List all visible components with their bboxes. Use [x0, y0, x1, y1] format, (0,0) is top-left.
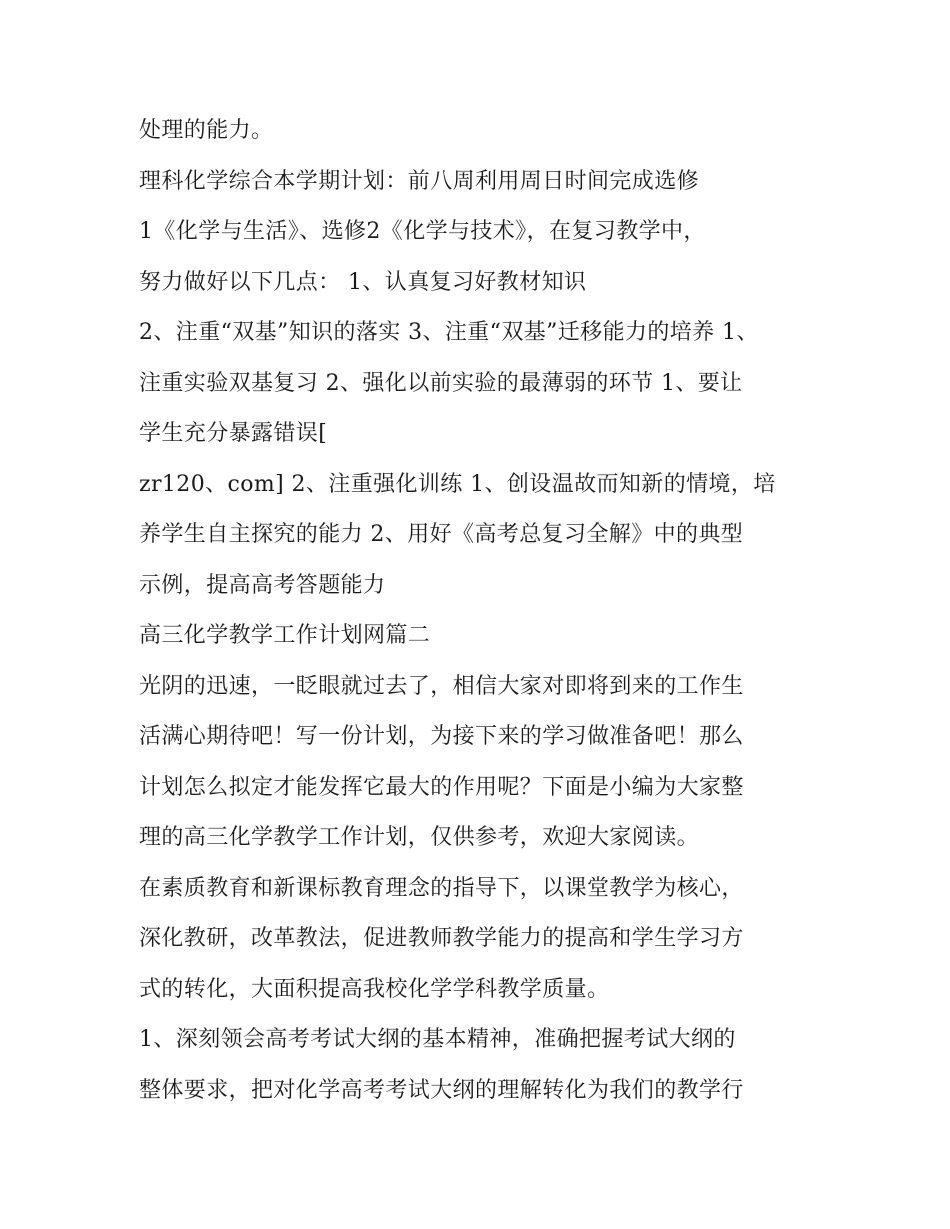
text-line: 整体要求，把对化学高考考试大纲的理解转化为我们的教学行: [139, 1077, 744, 1103]
text-line: 计划怎么拟定才能发挥它最大的作用呢？下面是小编为大家整: [139, 774, 744, 800]
text-line: 理的高三化学教学工作计划，仅供参考，欢迎大家阅读。: [139, 825, 700, 850]
document-body: [139, 106, 829, 1116]
section-heading: 高三化学教学工作计划网篇二: [139, 623, 431, 648]
text-line: 努力做好以下几点： 1、认真复习好教材知识: [139, 269, 587, 295]
text-line: 学生充分暴露错误[: [139, 421, 328, 446]
text-line: 理科化学综合本学期计划：前八周利用周日时间完成选修: [139, 168, 700, 194]
text-line: 注重实验双基复习 2、强化以前实验的最薄弱的环节 1、要让: [139, 370, 743, 396]
text-line: 处理的能力。: [139, 118, 274, 143]
text-line: 1《化学与生活》、选修2《化学与技术》，在复习教学中，: [139, 219, 706, 244]
text-line: 式的转化，大面积提高我校化学学科教学质量。: [139, 976, 610, 1002]
text-line: 1、深刻领会高考考试大纲的基本精神，准确把握考试大纲的: [139, 1027, 736, 1052]
text-line: 深化教研，改革教法，促进教师教学能力的提高和学生学习方: [139, 926, 744, 951]
text-line: zr120、com] 2、注重强化训练 1、创设温故而知新的情境，培: [139, 471, 776, 497]
text-line: 光阴的迅速，一眨眼就过去了，相信大家对即将到来的工作生: [139, 673, 744, 699]
text-line: 活满心期待吧！写一份计划，为接下来的学习做准备吧！那么: [139, 724, 744, 749]
text-line: 在素质教育和新课标教育理念的指导下，以课堂教学为核心，: [139, 875, 744, 901]
text-line: 2、注重“双基”知识的落实 3、注重“双基”迁移能力的培养 1、: [139, 320, 759, 345]
text-line: 养学生自主探究的能力 2、用好《高考总复习全解》中的典型: [139, 522, 744, 547]
text-line: 示例，提高高考答题能力: [139, 572, 386, 598]
